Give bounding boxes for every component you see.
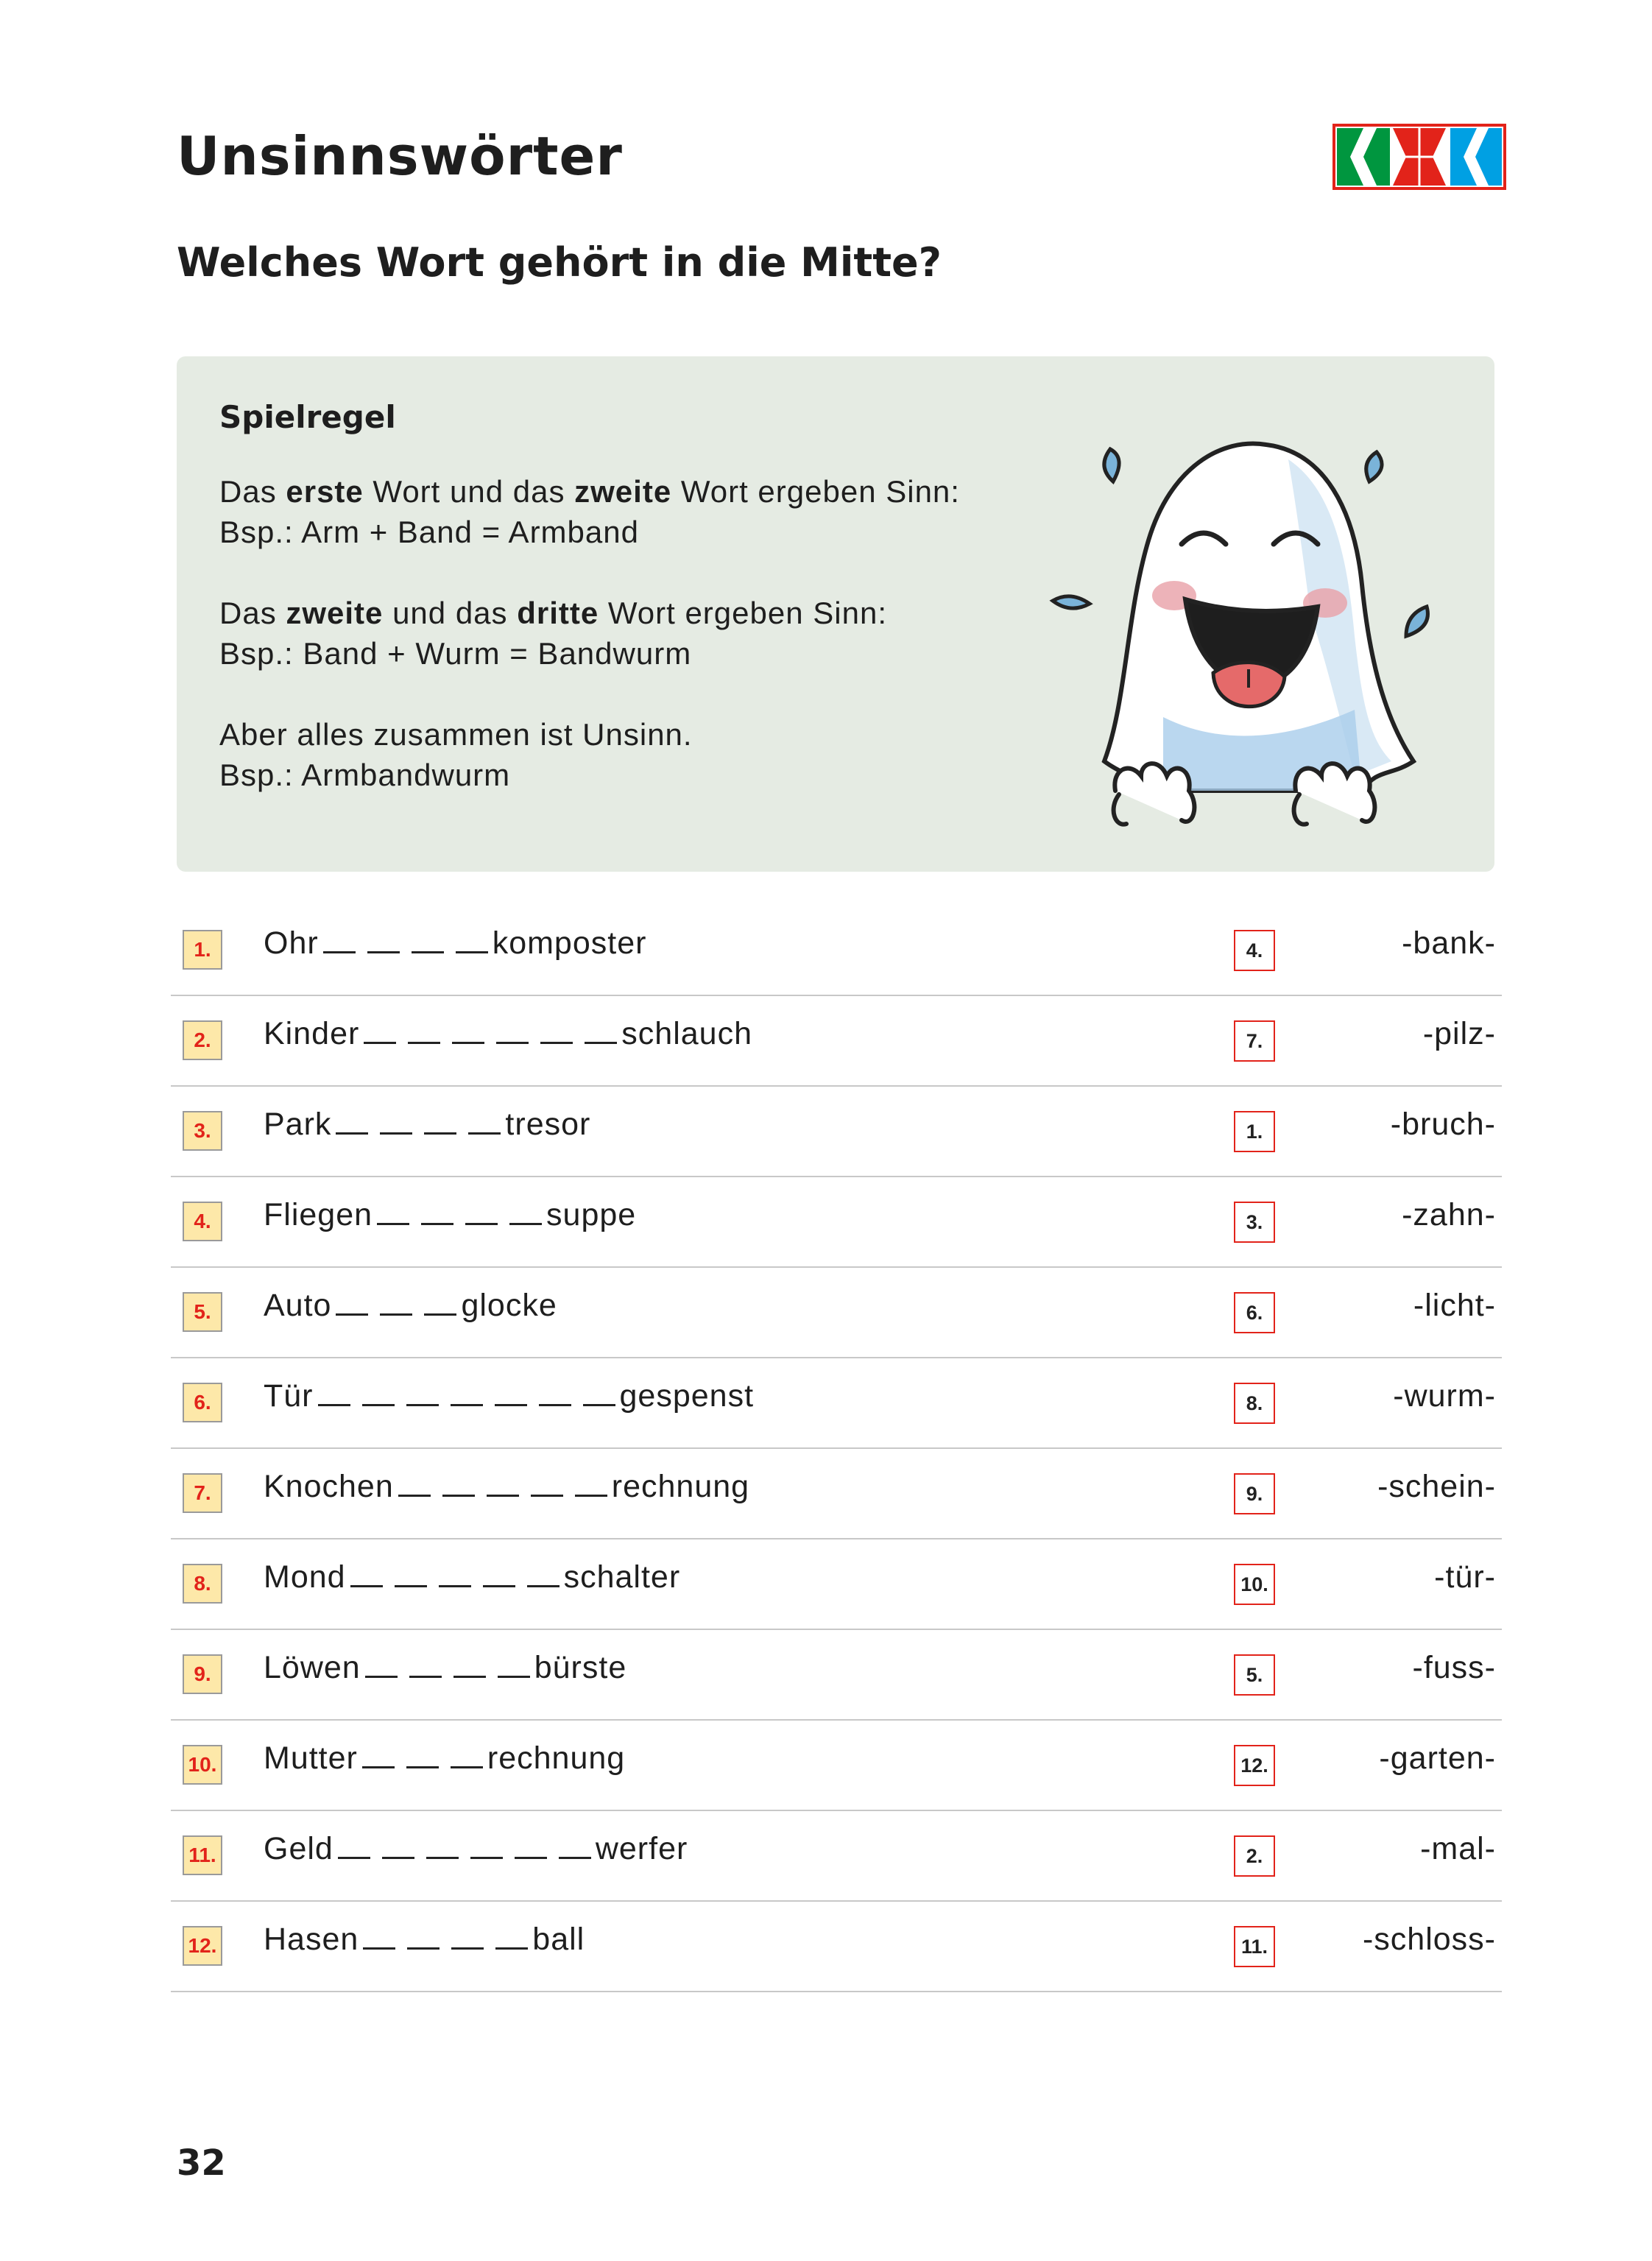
first-word: Löwen — [264, 1650, 361, 1685]
rules-title: Spielregel — [219, 399, 396, 435]
answer-number-box: 2. — [1234, 1835, 1275, 1877]
letter-blank[interactable] — [367, 950, 400, 953]
answer-number-box: 12. — [1234, 1745, 1275, 1786]
letter-blank[interactable] — [380, 1313, 412, 1316]
exercise-text — [264, 1288, 557, 1324]
letter-blank[interactable] — [424, 1313, 456, 1316]
letter-blank[interactable] — [456, 950, 488, 953]
page-subtitle: Welches Wort gehört in die Mitte? — [177, 239, 942, 286]
letter-blank[interactable] — [406, 1403, 439, 1406]
last-word: ball — [532, 1922, 585, 1957]
answer-blanks[interactable] — [350, 1559, 560, 1595]
first-word: Knochen — [264, 1469, 394, 1504]
letter-blank[interactable] — [395, 1584, 427, 1587]
letter-blank[interactable] — [495, 1947, 528, 1950]
exercise-number: 11. — [183, 1835, 222, 1875]
rules-box — [177, 356, 1494, 872]
syllable-option: -bank- — [1402, 925, 1496, 961]
exercise-number: 2. — [183, 1020, 222, 1060]
last-word: schlauch — [621, 1016, 753, 1051]
answer-blanks[interactable] — [398, 1469, 607, 1505]
rule-line-6: Bsp.: Armbandwurm — [219, 758, 511, 792]
answer-blanks[interactable] — [365, 1650, 530, 1686]
exercise-row — [171, 1900, 1502, 1992]
letter-blank[interactable] — [377, 1222, 409, 1225]
letter-blank[interactable] — [540, 1041, 573, 1044]
exercise-row — [171, 1447, 1502, 1539]
last-word: glocke — [461, 1288, 557, 1323]
exercise-number: 10. — [183, 1745, 222, 1785]
answer-number-box: 3. — [1234, 1202, 1275, 1243]
page-number: 32 — [177, 2142, 226, 2184]
exercise-text — [264, 1197, 636, 1233]
exercise-text — [264, 1922, 585, 1958]
letter-blank[interactable] — [498, 1675, 530, 1678]
exercise-row — [171, 1809, 1502, 1902]
letter-blank[interactable] — [452, 1041, 484, 1044]
letter-blank[interactable] — [338, 1856, 370, 1859]
syllable-option: -licht- — [1413, 1288, 1496, 1323]
syllable-option: -tür- — [1434, 1559, 1496, 1595]
letter-blank[interactable] — [362, 1766, 395, 1768]
exercise-row — [171, 1084, 1502, 1177]
exercise-text — [264, 1469, 749, 1505]
exercise-row — [171, 1175, 1502, 1268]
exercise-number: 4. — [183, 1202, 222, 1241]
answer-blanks[interactable] — [364, 1016, 617, 1052]
letter-blank[interactable] — [380, 1132, 412, 1135]
answer-number-box: 1. — [1234, 1111, 1275, 1152]
answer-blanks[interactable] — [363, 1922, 528, 1958]
letter-blank[interactable] — [495, 1403, 527, 1406]
exercise-number: 8. — [183, 1564, 222, 1604]
answer-number-box: 4. — [1234, 930, 1275, 971]
letter-blank[interactable] — [442, 1494, 475, 1497]
answer-number-box: 7. — [1234, 1020, 1275, 1062]
exercise-row — [171, 1718, 1502, 1811]
letter-blank[interactable] — [531, 1494, 563, 1497]
exercise-text — [264, 1831, 688, 1867]
first-word: Hasen — [264, 1922, 359, 1957]
letter-blank[interactable] — [468, 1132, 501, 1135]
letter-blank[interactable] — [323, 950, 356, 953]
letter-blank[interactable] — [382, 1856, 414, 1859]
first-word: Auto — [264, 1288, 332, 1323]
exercise-row — [171, 1537, 1502, 1630]
letter-blank[interactable] — [515, 1856, 547, 1859]
letter-blank[interactable] — [362, 1403, 395, 1406]
letter-blank[interactable] — [470, 1856, 503, 1859]
first-word: Mond — [264, 1559, 346, 1595]
exercise-text — [264, 1559, 680, 1595]
first-word: Fliegen — [264, 1197, 373, 1232]
first-word: Mutter — [264, 1740, 358, 1776]
answer-number-box: 5. — [1234, 1654, 1275, 1696]
answer-blanks[interactable] — [338, 1831, 591, 1867]
letter-blank[interactable] — [583, 1403, 615, 1406]
exercise-row — [171, 903, 1502, 996]
letter-blank[interactable] — [453, 1675, 486, 1678]
publisher-logo-icon — [1332, 124, 1506, 190]
answer-blanks[interactable] — [336, 1288, 456, 1324]
rule-line-5: Aber alles zusammen ist Unsinn. — [219, 717, 693, 752]
letter-blank[interactable] — [439, 1584, 471, 1587]
exercise-row — [171, 994, 1502, 1087]
last-word: werfer — [595, 1831, 688, 1866]
letter-blank[interactable] — [409, 1675, 442, 1678]
letter-blank[interactable] — [451, 1766, 483, 1768]
last-word: komposter — [492, 925, 647, 961]
exercise-number: 7. — [183, 1473, 222, 1513]
laughing-ghost-icon — [1045, 393, 1458, 857]
exercise-number: 1. — [183, 930, 222, 970]
first-word: Kinder — [264, 1016, 360, 1051]
rule-line-3: Das zweite und das dritte Wort ergeben Sinn: — [219, 596, 887, 630]
answer-number-box: 6. — [1234, 1292, 1275, 1333]
exercise-row — [171, 1628, 1502, 1721]
letter-blank[interactable] — [407, 1947, 440, 1950]
answer-number-box: 9. — [1234, 1473, 1275, 1514]
rule-line-4: Bsp.: Band + Wurm = Bandwurm — [219, 636, 692, 671]
last-word: bürste — [534, 1650, 627, 1685]
syllable-option: -schein- — [1377, 1469, 1496, 1504]
syllable-option: -mal- — [1420, 1831, 1496, 1866]
rule-line-1: Das erste Wort und das zweite Wort ergeben Sinn: — [219, 474, 960, 509]
letter-blank[interactable] — [350, 1584, 383, 1587]
answer-number-box: 11. — [1234, 1926, 1275, 1967]
last-word: rechnung — [487, 1740, 626, 1776]
letter-blank[interactable] — [585, 1041, 617, 1044]
syllable-option: -bruch- — [1390, 1107, 1496, 1142]
letter-blank[interactable] — [539, 1403, 571, 1406]
last-word: rechnung — [611, 1469, 750, 1504]
answer-number-box: 10. — [1234, 1564, 1275, 1605]
letter-blank[interactable] — [318, 1403, 350, 1406]
exercise-text — [264, 1650, 626, 1686]
answer-blanks[interactable] — [362, 1740, 483, 1777]
letter-blank[interactable] — [421, 1222, 453, 1225]
syllable-option: -wurm- — [1393, 1378, 1496, 1414]
letter-blank[interactable] — [487, 1494, 519, 1497]
exercise-text — [264, 1740, 625, 1777]
first-word: Ohr — [264, 925, 319, 961]
letter-blank[interactable] — [398, 1494, 431, 1497]
exercise-row — [171, 1356, 1502, 1449]
letter-blank[interactable] — [406, 1766, 439, 1768]
syllable-option: -pilz- — [1422, 1016, 1496, 1051]
answer-blanks[interactable] — [318, 1378, 615, 1414]
letter-blank[interactable] — [424, 1132, 456, 1135]
letter-blank[interactable] — [412, 950, 444, 953]
letter-blank[interactable] — [575, 1494, 607, 1497]
first-word: Geld — [264, 1831, 333, 1866]
syllable-option: -zahn- — [1402, 1197, 1496, 1232]
last-word: schalter — [563, 1559, 681, 1595]
rule-line-2: Bsp.: Arm + Band = Armband — [219, 515, 639, 549]
syllable-option: -fuss- — [1412, 1650, 1496, 1685]
letter-blank[interactable] — [363, 1947, 395, 1950]
first-word: Tür — [264, 1378, 314, 1414]
last-word: tresor — [505, 1107, 591, 1142]
letter-blank[interactable] — [509, 1222, 542, 1225]
exercise-number: 9. — [183, 1654, 222, 1694]
letter-blank[interactable] — [451, 1403, 483, 1406]
answer-blanks[interactable] — [377, 1197, 542, 1233]
last-word: gespenst — [619, 1378, 755, 1414]
last-word: suppe — [546, 1197, 637, 1232]
answer-number-box: 8. — [1234, 1383, 1275, 1424]
exercise-number: 6. — [183, 1383, 222, 1422]
letter-blank[interactable] — [336, 1313, 368, 1316]
exercise-number: 5. — [183, 1292, 222, 1332]
answer-blanks[interactable] — [323, 925, 488, 962]
exercise-row — [171, 1266, 1502, 1358]
exercise-text — [264, 1378, 754, 1414]
syllable-option: -schloss- — [1362, 1922, 1496, 1957]
letter-blank[interactable] — [364, 1041, 396, 1044]
letter-blank[interactable] — [365, 1675, 398, 1678]
letter-blank[interactable] — [426, 1856, 459, 1859]
letter-blank[interactable] — [559, 1856, 591, 1859]
first-word: Park — [264, 1107, 332, 1142]
exercise-number: 12. — [183, 1926, 222, 1966]
letter-blank[interactable] — [483, 1584, 515, 1587]
letter-blank[interactable] — [408, 1041, 440, 1044]
letter-blank[interactable] — [496, 1041, 529, 1044]
exercise-number: 3. — [183, 1111, 222, 1151]
letter-blank[interactable] — [465, 1222, 498, 1225]
syllable-option: -garten- — [1379, 1740, 1496, 1776]
letter-blank[interactable] — [451, 1947, 484, 1950]
answer-blanks[interactable] — [336, 1107, 501, 1143]
letter-blank[interactable] — [527, 1584, 560, 1587]
exercise-text — [264, 1016, 752, 1052]
exercise-text — [264, 1107, 590, 1143]
exercise-text — [264, 925, 646, 962]
page-title: Unsinnswörter — [177, 125, 623, 187]
letter-blank[interactable] — [336, 1132, 368, 1135]
